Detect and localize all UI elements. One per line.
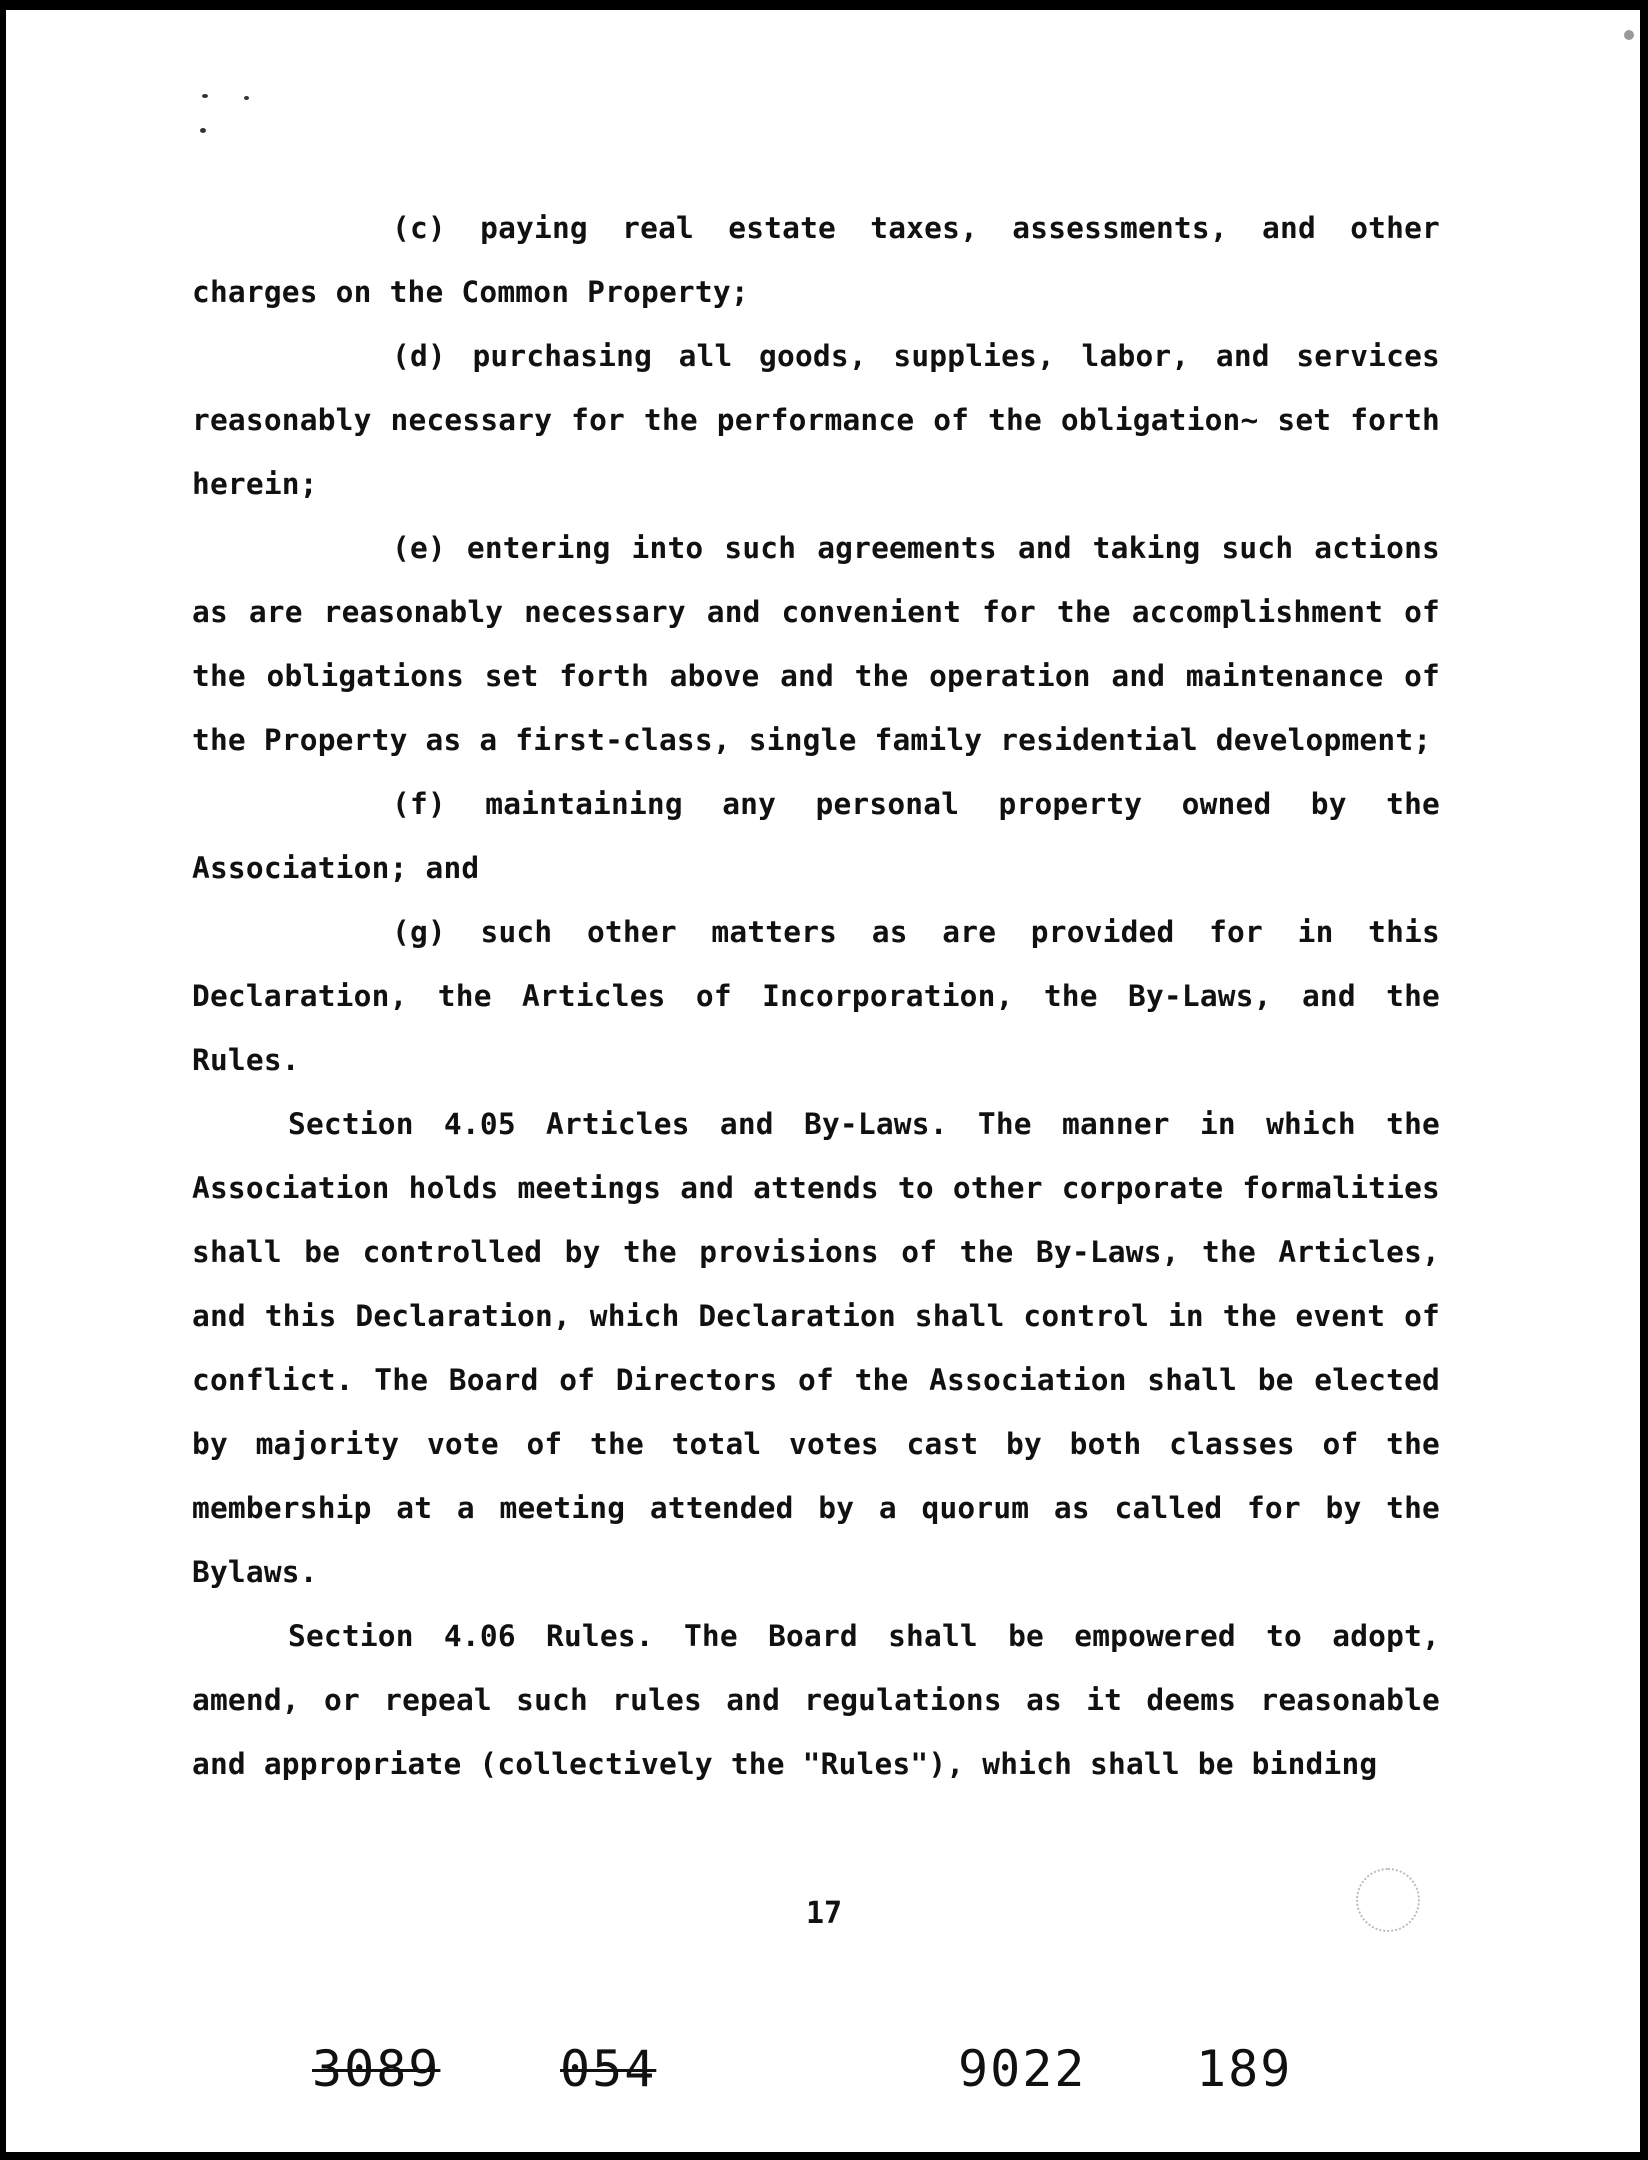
section-4-06: Section 4.06 Rules. The Board shall be empowered to adopt, amend, or repeal such rules and regulations as it deems reasonable and appropriate (collectively the "Rules"), which shall be binding bbox=[192, 1619, 1440, 1781]
clause-d: (d) purchasing all goods, supplies, labor, and services reasonably necessary for the performance of the obligation~ set forth herein; bbox=[192, 339, 1440, 501]
recording-book-number: 9022 bbox=[958, 2040, 1087, 2098]
scan-speck bbox=[1624, 30, 1634, 40]
section-4-05: Section 4.05 Articles and By-Laws. The manner in which the Association holds meetings and attends to other corporate formalities shall be controlled by the provisions of the By-Laws, the Articles, and this Declaration, which Declaration shall control in the event of conflict. The Board of Directors of the Association shall be elected by majority vote of the total votes cast by both classes of the membership at a meeting attended by a quorum as called for by the Bylaws. bbox=[192, 1107, 1440, 1589]
struck-page-number: 054 bbox=[560, 2040, 657, 2098]
scan-speck bbox=[244, 96, 249, 100]
scan-speck bbox=[200, 128, 206, 133]
struck-book-number: 3089 bbox=[312, 2040, 441, 2098]
clause-e: (e) entering into such agreements and taking such actions as are reasonably necessary and convenient for the accomplishment of the obligations set forth above and the operation and maintenance of the Property as a first-class, single family residential development; bbox=[192, 531, 1440, 757]
recording-page-number: 189 bbox=[1196, 2040, 1293, 2098]
clause-c: (c) paying real estate taxes, assessments, and other charges on the Common Property; bbox=[192, 211, 1440, 309]
clause-f: (f) maintaining any personal property owned by the Association; and bbox=[192, 787, 1440, 885]
clause-g: (g) such other matters as are provided for in this Declaration, the Articles of Incorporation, the By-Laws, and the Rules. bbox=[192, 915, 1440, 1077]
scan-speck bbox=[202, 94, 208, 98]
page-number: 17 bbox=[805, 1896, 843, 1931]
document-body bbox=[192, 196, 1440, 1796]
